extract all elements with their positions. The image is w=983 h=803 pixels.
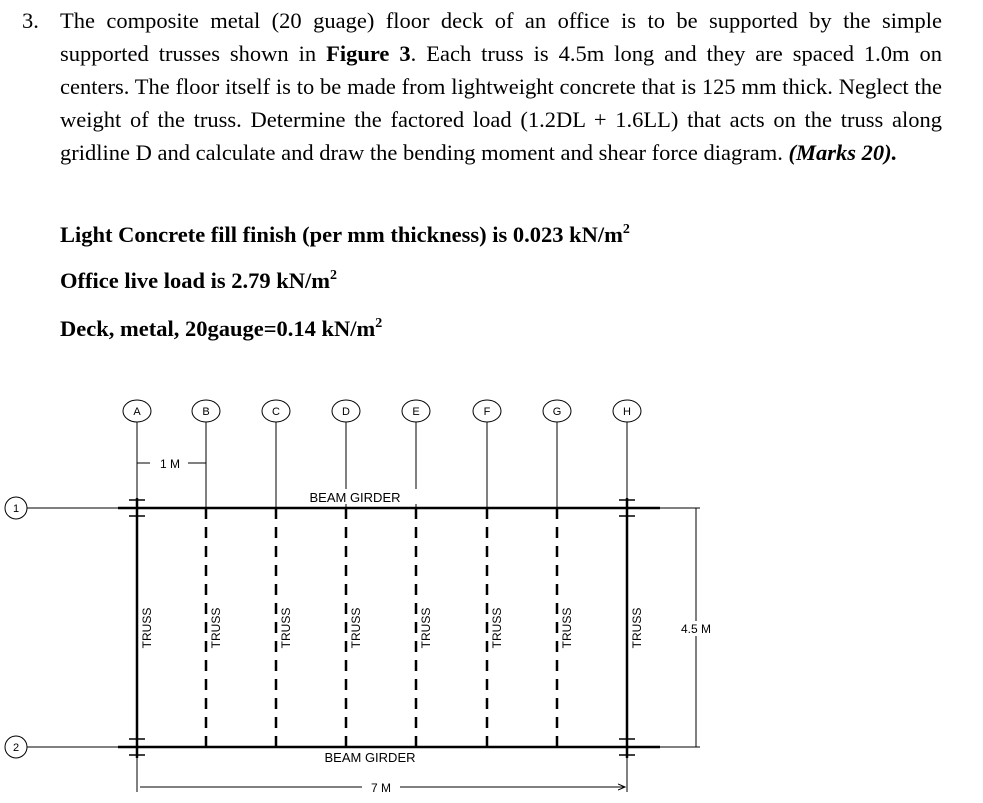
gridline-h-label: H <box>623 406 631 418</box>
marks-label: (Marks 20). <box>788 140 898 165</box>
truss-d-label: TRUSS <box>349 607 363 649</box>
spacing-label: 1 M <box>159 457 181 471</box>
question-text-part1: The composite metal (20 guage) floor deck of an office is to be supported by the simple supported trusses shown in <box>60 8 942 66</box>
gridline-f-label: F <box>483 406 491 418</box>
question-text-part2: . Each truss is 4.5m long and they are spaced 1.0m on centers. The floor itself is to be made from lightweight concrete that is 125 mm thick. Neglect the weight of the truss. Determine the factored load (1.2DL + 1.6LL) that acts on the truss along gridline D and calculate and draw the bending moment and shear force diagram. <box>60 41 942 165</box>
gridline-g <box>543 400 571 422</box>
interior-trusses <box>206 508 557 747</box>
bottom-girder-label: BEAM GIRDER <box>324 750 416 765</box>
gridline-1-label: 1 <box>12 503 20 515</box>
gridline-d <box>332 400 360 422</box>
concrete-unit-exponent: 2 <box>622 222 630 237</box>
gridline-1 <box>5 497 137 519</box>
truss-e-label: TRUSS <box>419 607 433 649</box>
question-text <box>60 4 942 169</box>
live-load-label: Office live load is 2.79 kN/m <box>60 268 330 293</box>
gridline-a <box>123 400 151 422</box>
gridline-2 <box>5 736 137 758</box>
figure-3-floor-plan <box>0 380 983 803</box>
truss-h-label: TRUSS <box>630 607 644 649</box>
gridline-e <box>402 400 430 422</box>
concrete-label: Light Concrete fill finish (per mm thickness) is 0.023 kN/m <box>60 222 623 247</box>
question-number: 3. <box>22 8 39 33</box>
given-concrete <box>60 222 630 248</box>
truss-c-label: TRUSS <box>279 607 293 649</box>
gridline-d-label: D <box>342 406 350 418</box>
gridline-2-label: 2 <box>12 742 20 754</box>
deck-label: Deck, metal, 20gauge=0.14 kN/m <box>60 316 376 341</box>
spacing-dimension <box>137 455 206 471</box>
truss-b-label: TRUSS <box>209 607 223 649</box>
deck-unit-exponent: 2 <box>375 316 383 331</box>
live-load-unit-exponent: 2 <box>329 268 337 283</box>
top-girder-label: BEAM GIRDER <box>309 490 401 505</box>
truss-a-label: TRUSS <box>140 607 154 649</box>
span-label: 7 M <box>370 781 392 795</box>
figure-reference: Figure 3 <box>326 41 411 66</box>
depth-dimension <box>660 508 722 747</box>
gridline-c-label: C <box>272 406 280 418</box>
gridline-b-label: B <box>202 406 210 418</box>
truss-g-label: TRUSS <box>560 607 574 649</box>
gridline-f <box>473 400 501 422</box>
gridline-c <box>262 400 290 422</box>
truss-labels <box>140 608 644 649</box>
gridline-e-label: E <box>412 406 420 418</box>
depth-label: 4.5 M <box>680 622 712 636</box>
gridline-a-label: A <box>133 406 141 418</box>
gridline-b <box>192 400 220 422</box>
gridline-h <box>613 400 641 422</box>
truss-f-label: TRUSS <box>490 607 504 649</box>
given-live-load <box>60 268 337 294</box>
gridline-g-label: G <box>552 406 562 418</box>
given-deck <box>60 316 382 342</box>
